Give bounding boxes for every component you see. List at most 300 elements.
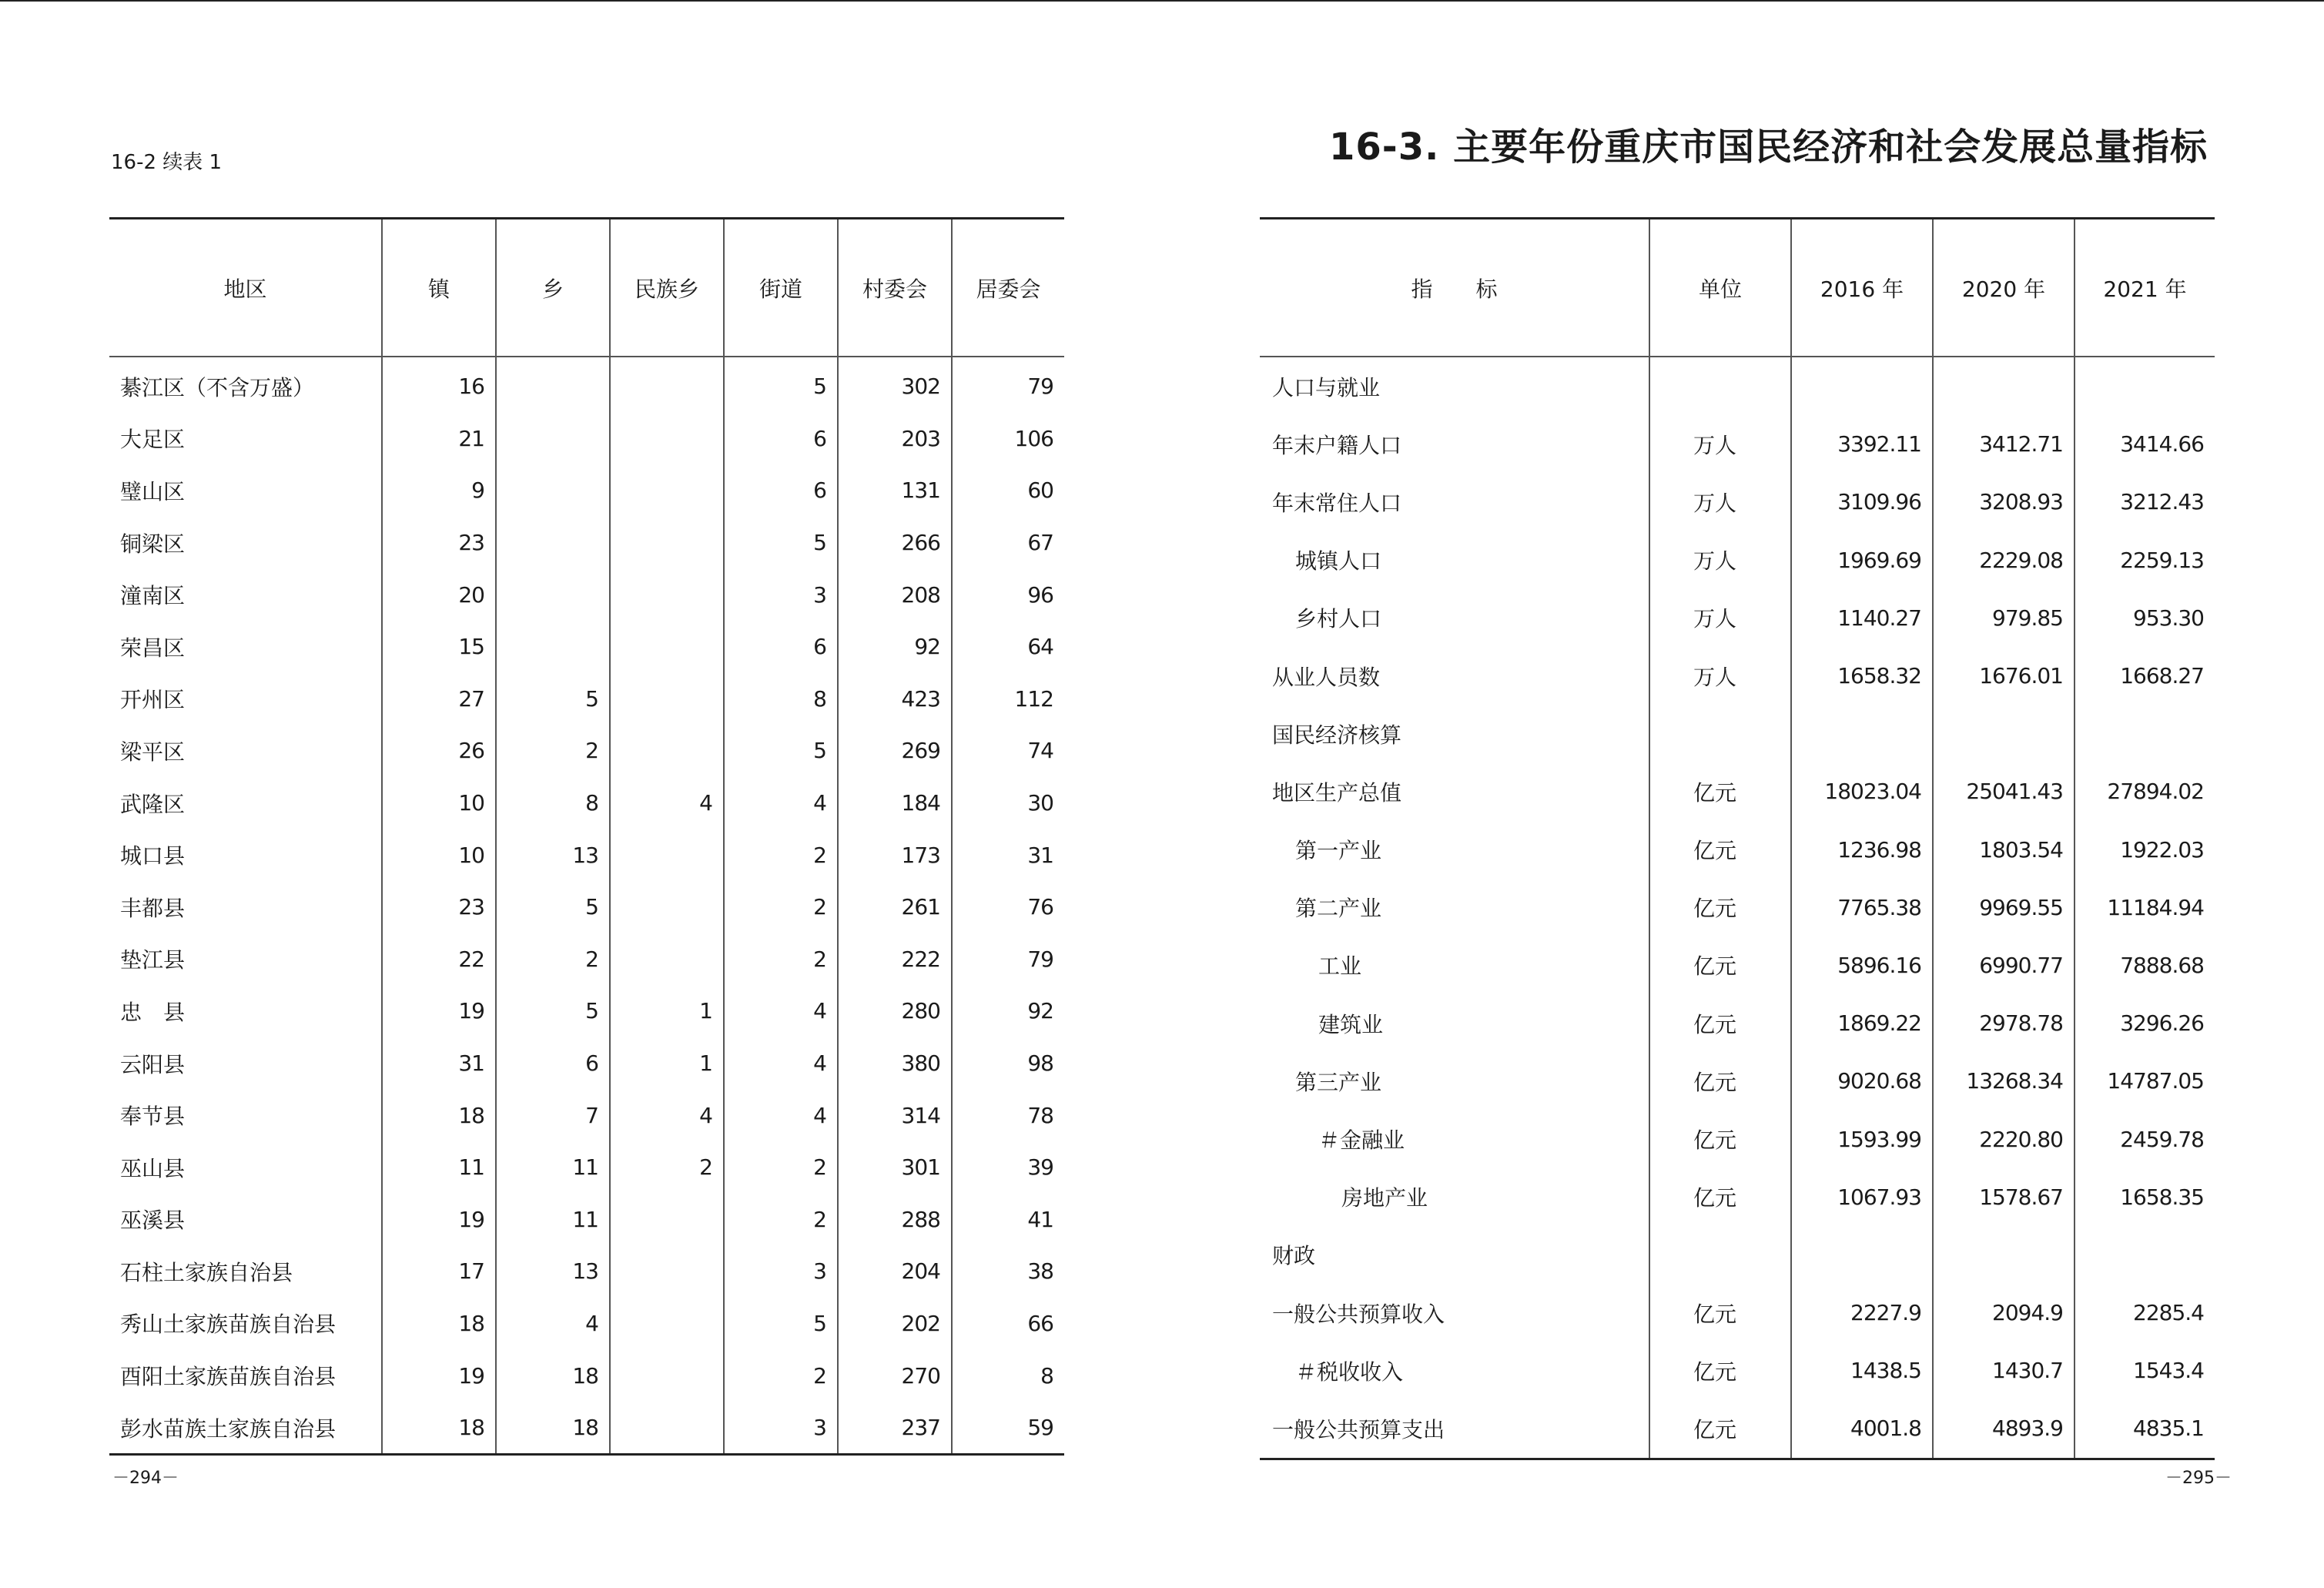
- cell-ethnic-township: 1: [610, 1037, 724, 1090]
- cell-town: 20: [382, 568, 496, 621]
- cell-2020: 25041.43: [1933, 762, 2075, 820]
- cell-indicator-name: 年末户籍人口: [1272, 432, 1402, 458]
- cell-resident-committee: 8: [952, 1349, 1064, 1402]
- column-header-township: 乡: [496, 219, 610, 357]
- cell-2016: 5896.16: [1791, 936, 1933, 994]
- cell-ethnic-township: [610, 413, 724, 465]
- cell-ethnic-township: [610, 725, 724, 777]
- cell-region-name: 奉节县: [120, 1104, 186, 1130]
- cell-village-committee: 380: [838, 1037, 952, 1090]
- cell-2021: 1922.03: [2075, 821, 2215, 879]
- cell-resident-committee: 96: [952, 568, 1064, 621]
- cell-2021: 3212.43: [2075, 473, 2215, 531]
- cell-township: 5: [496, 673, 610, 725]
- cell-indicator-name: 乡村人口: [1295, 606, 1382, 632]
- cell-2020: [1933, 1226, 2075, 1284]
- cell-region-name: 大足区: [120, 427, 186, 453]
- cell-village-committee: 204: [838, 1245, 952, 1298]
- cell-township: 6: [496, 1037, 610, 1090]
- cell-resident-committee: 38: [952, 1245, 1064, 1298]
- cell-township: 13: [496, 1245, 610, 1298]
- cell-street: 6: [724, 413, 838, 465]
- cell-street: 2: [724, 1141, 838, 1194]
- cell-2016: 1140.27: [1791, 589, 1933, 647]
- table-row: [109, 464, 1064, 517]
- cell-unit: 万人: [1649, 647, 1791, 705]
- column-header-street: 街道: [724, 219, 838, 357]
- cell-region-name: 潼南区: [120, 583, 186, 609]
- cell-town: 18: [382, 1402, 496, 1455]
- cell-indicator-name: 国民经济核算: [1272, 722, 1402, 748]
- cell-indicator-name: 一般公共预算收入: [1272, 1301, 1445, 1327]
- cell-street: 3: [724, 1402, 838, 1455]
- table-row: [1260, 473, 2215, 531]
- table-row: [1260, 1052, 2215, 1110]
- cell-2016: 1969.69: [1791, 531, 1933, 589]
- cell-2016: [1791, 1226, 1933, 1284]
- cell-region-name: 梁平区: [120, 739, 186, 765]
- cell-resident-committee: 66: [952, 1298, 1064, 1350]
- cell-township: [496, 357, 610, 413]
- table-row: [1260, 1399, 2215, 1459]
- cell-2021: 3296.26: [2075, 994, 2215, 1052]
- cell-street: 3: [724, 568, 838, 621]
- cell-unit: 亿元: [1649, 762, 1791, 820]
- cell-indicator-name: ＃金融业: [1318, 1127, 1405, 1154]
- table-row: [109, 1349, 1064, 1402]
- cell-region-name: 丰都县: [120, 895, 186, 921]
- table-row: [1260, 994, 2215, 1052]
- cell-resident-committee: 79: [952, 933, 1064, 986]
- table-row: [109, 1402, 1064, 1455]
- cell-township: [496, 464, 610, 517]
- cell-2021: 4835.1: [2075, 1399, 2215, 1459]
- cell-unit: 万人: [1649, 473, 1791, 531]
- cell-town: 11: [382, 1141, 496, 1194]
- cell-2016: 18023.04: [1791, 762, 1933, 820]
- cell-street: 5: [724, 725, 838, 777]
- cell-ethnic-township: [610, 1245, 724, 1298]
- cell-street: 5: [724, 517, 838, 569]
- cell-resident-committee: 64: [952, 621, 1064, 673]
- cell-ethnic-township: [610, 1194, 724, 1246]
- table-row: [109, 357, 1064, 413]
- cell-unit: 万人: [1649, 589, 1791, 647]
- cell-village-committee: 270: [838, 1349, 952, 1402]
- cell-region-name: 忠 县: [120, 999, 186, 1025]
- table-row: [1260, 357, 2215, 415]
- column-header-ethnic-township: 民族乡: [610, 219, 724, 357]
- cell-region-name: 开州区: [120, 687, 186, 713]
- table-row: [109, 1298, 1064, 1350]
- column-header-unit: 单位: [1649, 219, 1791, 357]
- cell-2020: 1803.54: [1933, 821, 2075, 879]
- table-row: [109, 933, 1064, 986]
- cell-township: 18: [496, 1402, 610, 1455]
- cell-2016: 1067.93: [1791, 1168, 1933, 1226]
- cell-ethnic-township: [610, 464, 724, 517]
- cell-2016: 4001.8: [1791, 1399, 1933, 1459]
- cell-indicator-name: 城镇人口: [1295, 548, 1382, 575]
- cell-2021: 1543.4: [2075, 1342, 2215, 1399]
- cell-ethnic-township: 4: [610, 1089, 724, 1141]
- cell-region-name: 綦江区（不含万盛）: [120, 374, 315, 400]
- cell-2020: 1578.67: [1933, 1168, 2075, 1226]
- table-row: [1260, 936, 2215, 994]
- cell-region-name: 彭水苗族土家族自治县: [120, 1415, 337, 1442]
- cell-township: 8: [496, 777, 610, 829]
- cell-village-committee: 203: [838, 413, 952, 465]
- cell-2016: 1869.22: [1791, 994, 1933, 1052]
- cell-town: 19: [382, 1194, 496, 1246]
- cell-town: 16: [382, 357, 496, 413]
- column-header-2021: 2021 年: [2075, 219, 2215, 357]
- column-header-indicator: 指 标: [1260, 219, 1649, 357]
- cell-2020: 2229.08: [1933, 531, 2075, 589]
- table-row: [109, 568, 1064, 621]
- cell-2020: 2978.78: [1933, 994, 2075, 1052]
- table-row: [1260, 762, 2215, 820]
- cell-street: 5: [724, 357, 838, 413]
- top-border-line: [0, 0, 2324, 2]
- cell-2021: [2075, 357, 2215, 415]
- table-row: [109, 413, 1064, 465]
- table-caption: 16-2 续表 1: [111, 151, 223, 174]
- cell-region-name: 璧山区: [120, 478, 186, 504]
- cell-2021: 1658.35: [2075, 1168, 2215, 1226]
- cell-village-committee: 302: [838, 357, 952, 413]
- cell-resident-committee: 74: [952, 725, 1064, 777]
- table-row: [109, 1037, 1064, 1090]
- cell-village-committee: 280: [838, 985, 952, 1037]
- cell-indicator-name: 第一产业: [1295, 838, 1382, 864]
- cell-street: 2: [724, 829, 838, 881]
- table-row: [109, 1194, 1064, 1246]
- cell-unit: 亿元: [1649, 936, 1791, 994]
- table-row: [1260, 879, 2215, 936]
- cell-2020: 6990.77: [1933, 936, 2075, 994]
- cell-street: 6: [724, 621, 838, 673]
- cell-2021: 27894.02: [2075, 762, 2215, 820]
- cell-township: [496, 413, 610, 465]
- cell-2021: 953.30: [2075, 589, 2215, 647]
- cell-unit: 亿元: [1649, 879, 1791, 936]
- cell-village-committee: 269: [838, 725, 952, 777]
- district-table-body: [109, 357, 1064, 1455]
- cell-resident-committee: 92: [952, 985, 1064, 1037]
- cell-ethnic-township: [610, 621, 724, 673]
- cell-village-committee: 288: [838, 1194, 952, 1246]
- cell-street: 3: [724, 1245, 838, 1298]
- table-row: [109, 621, 1064, 673]
- cell-township: 5: [496, 985, 610, 1037]
- table-row: [109, 829, 1064, 881]
- cell-2016: 1658.32: [1791, 647, 1933, 705]
- cell-street: 8: [724, 673, 838, 725]
- cell-town: 17: [382, 1245, 496, 1298]
- cell-resident-committee: 79: [952, 357, 1064, 413]
- cell-street: 2: [724, 1194, 838, 1246]
- cell-2021: [2075, 1226, 2215, 1284]
- cell-2021: [2075, 705, 2215, 762]
- cell-street: 4: [724, 985, 838, 1037]
- cell-village-committee: 314: [838, 1089, 952, 1141]
- cell-ethnic-township: [610, 881, 724, 933]
- cell-indicator-name: 工业: [1318, 953, 1362, 980]
- cell-2016: [1791, 357, 1933, 415]
- cell-2020: 1430.7: [1933, 1342, 2075, 1399]
- cell-township: 2: [496, 933, 610, 986]
- table-row: [109, 1245, 1064, 1298]
- cell-2021: 2459.78: [2075, 1110, 2215, 1168]
- cell-village-committee: 423: [838, 673, 952, 725]
- cell-2020: [1933, 705, 2075, 762]
- cell-ethnic-township: 4: [610, 777, 724, 829]
- cell-resident-committee: 112: [952, 673, 1064, 725]
- cell-2021: 2259.13: [2075, 531, 2215, 589]
- cell-resident-committee: 30: [952, 777, 1064, 829]
- cell-ethnic-township: [610, 568, 724, 621]
- cell-town: 15: [382, 621, 496, 673]
- indicator-table: [1260, 217, 2215, 1460]
- cell-town: 18: [382, 1089, 496, 1141]
- cell-town: 9: [382, 464, 496, 517]
- cell-resident-committee: 98: [952, 1037, 1064, 1090]
- cell-indicator-name: 财政: [1272, 1243, 1316, 1269]
- table-row: [1260, 705, 2215, 762]
- cell-ethnic-township: [610, 517, 724, 569]
- district-table: [109, 217, 1064, 1456]
- cell-2021: 2285.4: [2075, 1284, 2215, 1342]
- cell-resident-committee: 59: [952, 1402, 1064, 1455]
- cell-region-name: 云阳县: [120, 1051, 186, 1077]
- column-header-2020: 2020 年: [1933, 219, 2075, 357]
- cell-2020: 979.85: [1933, 589, 2075, 647]
- cell-town: 10: [382, 829, 496, 881]
- cell-2016: 9020.68: [1791, 1052, 1933, 1110]
- cell-2020: [1933, 357, 2075, 415]
- cell-2020: 9969.55: [1933, 879, 2075, 936]
- table-row: [109, 517, 1064, 569]
- cell-village-committee: 184: [838, 777, 952, 829]
- cell-2021: 14787.05: [2075, 1052, 2215, 1110]
- cell-unit: 万人: [1649, 415, 1791, 473]
- cell-town: 19: [382, 1349, 496, 1402]
- cell-town: 10: [382, 777, 496, 829]
- cell-unit: 亿元: [1649, 1284, 1791, 1342]
- cell-2016: 2227.9: [1791, 1284, 1933, 1342]
- cell-street: 2: [724, 933, 838, 986]
- cell-township: 4: [496, 1298, 610, 1350]
- cell-2016: 3109.96: [1791, 473, 1933, 531]
- cell-indicator-name: 第二产业: [1295, 896, 1382, 922]
- cell-resident-committee: 67: [952, 517, 1064, 569]
- cell-unit: 亿元: [1649, 821, 1791, 879]
- table-row: [109, 725, 1064, 777]
- column-header-resident-committee: 居委会: [952, 219, 1064, 357]
- page-number-right: －295－: [2165, 1469, 2232, 1488]
- table-row: [1260, 1342, 2215, 1399]
- cell-village-committee: 237: [838, 1402, 952, 1455]
- cell-village-committee: 261: [838, 881, 952, 933]
- column-header-town: 镇: [382, 219, 496, 357]
- cell-indicator-name: 年末常住人口: [1272, 490, 1402, 516]
- cell-township: 5: [496, 881, 610, 933]
- cell-resident-committee: 41: [952, 1194, 1064, 1246]
- cell-region-name: 石柱土家族自治县: [120, 1259, 293, 1285]
- cell-ethnic-township: [610, 933, 724, 986]
- cell-unit: 亿元: [1649, 1110, 1791, 1168]
- cell-2016: 1593.99: [1791, 1110, 1933, 1168]
- cell-resident-committee: 39: [952, 1141, 1064, 1194]
- cell-ethnic-township: 1: [610, 985, 724, 1037]
- cell-street: 5: [724, 1298, 838, 1350]
- cell-indicator-name: ＃税收收入: [1295, 1359, 1404, 1385]
- table-row: [1260, 415, 2215, 473]
- cell-unit: [1649, 1226, 1791, 1284]
- cell-2020: 3412.71: [1933, 415, 2075, 473]
- cell-town: 27: [382, 673, 496, 725]
- cell-village-committee: 173: [838, 829, 952, 881]
- cell-2020: 4893.9: [1933, 1399, 2075, 1459]
- cell-ethnic-township: [610, 1298, 724, 1350]
- cell-town: 18: [382, 1298, 496, 1350]
- column-header-region: 地区: [109, 219, 382, 357]
- cell-region-name: 巫山县: [120, 1155, 186, 1181]
- cell-street: 2: [724, 1349, 838, 1402]
- cell-region-name: 铜梁区: [120, 531, 186, 557]
- cell-resident-committee: 60: [952, 464, 1064, 517]
- cell-street: 2: [724, 881, 838, 933]
- table-row: [109, 673, 1064, 725]
- cell-village-committee: 131: [838, 464, 952, 517]
- cell-township: 18: [496, 1349, 610, 1402]
- cell-2016: 1236.98: [1791, 821, 1933, 879]
- cell-2020: 13268.34: [1933, 1052, 2075, 1110]
- cell-region-name: 酉阳土家族苗族自治县: [120, 1364, 337, 1390]
- cell-region-name: 武隆区: [120, 791, 186, 817]
- cell-resident-committee: 106: [952, 413, 1064, 465]
- cell-indicator-name: 人口与就业: [1272, 374, 1381, 400]
- cell-unit: 亿元: [1649, 1342, 1791, 1399]
- cell-indicator-name: 地区生产总值: [1272, 779, 1402, 806]
- table-row: [1260, 1168, 2215, 1226]
- table-row: [1260, 821, 2215, 879]
- table-header-row: [109, 219, 1064, 357]
- cell-village-committee: 266: [838, 517, 952, 569]
- cell-unit: 万人: [1649, 531, 1791, 589]
- table-row: [1260, 589, 2215, 647]
- cell-region-name: 秀山土家族苗族自治县: [120, 1312, 337, 1338]
- cell-ethnic-township: [610, 673, 724, 725]
- cell-indicator-name: 一般公共预算支出: [1272, 1416, 1445, 1442]
- cell-ethnic-township: 2: [610, 1141, 724, 1194]
- column-header-2016: 2016 年: [1791, 219, 1933, 357]
- cell-indicator-name: 房地产业: [1341, 1185, 1428, 1211]
- cell-ethnic-township: [610, 1402, 724, 1455]
- cell-township: 11: [496, 1194, 610, 1246]
- cell-town: 26: [382, 725, 496, 777]
- cell-town: 31: [382, 1037, 496, 1090]
- table-row: [1260, 1110, 2215, 1168]
- cell-unit: [1649, 705, 1791, 762]
- cell-2020: 2094.9: [1933, 1284, 2075, 1342]
- cell-2016: [1791, 705, 1933, 762]
- indicator-table-body: [1260, 357, 2215, 1459]
- cell-2016: 1438.5: [1791, 1342, 1933, 1399]
- cell-township: [496, 517, 610, 569]
- page-title: 16-3. 主要年份重庆市国民经济和社会发展总量指标: [1329, 126, 2208, 169]
- cell-2020: 3208.93: [1933, 473, 2075, 531]
- column-header-village-committee: 村委会: [838, 219, 952, 357]
- cell-town: 21: [382, 413, 496, 465]
- cell-2016: 3392.11: [1791, 415, 1933, 473]
- cell-township: 11: [496, 1141, 610, 1194]
- cell-resident-committee: 78: [952, 1089, 1064, 1141]
- cell-street: 6: [724, 464, 838, 517]
- cell-village-committee: 92: [838, 621, 952, 673]
- cell-township: 7: [496, 1089, 610, 1141]
- cell-town: 22: [382, 933, 496, 986]
- cell-town: 23: [382, 517, 496, 569]
- cell-town: 19: [382, 985, 496, 1037]
- table-row: [109, 777, 1064, 829]
- cell-region-name: 城口县: [120, 843, 186, 869]
- cell-township: [496, 568, 610, 621]
- cell-region-name: 巫溪县: [120, 1208, 186, 1234]
- cell-unit: 亿元: [1649, 994, 1791, 1052]
- cell-street: 4: [724, 1037, 838, 1090]
- cell-2021: 7888.68: [2075, 936, 2215, 994]
- table-row: [109, 881, 1064, 933]
- table-header-row: [1260, 219, 2215, 357]
- cell-ethnic-township: [610, 1349, 724, 1402]
- cell-2021: 1668.27: [2075, 647, 2215, 705]
- cell-indicator-name: 从业人员数: [1272, 664, 1381, 690]
- cell-street: 4: [724, 777, 838, 829]
- cell-township: 2: [496, 725, 610, 777]
- cell-ethnic-township: [610, 357, 724, 413]
- table-row: [1260, 531, 2215, 589]
- cell-town: 23: [382, 881, 496, 933]
- cell-township: [496, 621, 610, 673]
- cell-village-committee: 301: [838, 1141, 952, 1194]
- table-row: [109, 1089, 1064, 1141]
- cell-unit: 亿元: [1649, 1052, 1791, 1110]
- cell-indicator-name: 第三产业: [1295, 1069, 1382, 1095]
- table-row: [109, 985, 1064, 1037]
- cell-indicator-name: 建筑业: [1318, 1011, 1384, 1037]
- cell-resident-committee: 31: [952, 829, 1064, 881]
- cell-resident-committee: 76: [952, 881, 1064, 933]
- table-row: [109, 1141, 1064, 1194]
- cell-2016: 7765.38: [1791, 879, 1933, 936]
- cell-unit: 亿元: [1649, 1168, 1791, 1226]
- cell-street: 4: [724, 1089, 838, 1141]
- cell-2021: 3414.66: [2075, 415, 2215, 473]
- cell-village-committee: 222: [838, 933, 952, 986]
- cell-township: 13: [496, 829, 610, 881]
- cell-2020: 2220.80: [1933, 1110, 2075, 1168]
- cell-ethnic-township: [610, 829, 724, 881]
- cell-region-name: 垫江县: [120, 947, 186, 973]
- cell-unit: 亿元: [1649, 1399, 1791, 1459]
- cell-village-committee: 202: [838, 1298, 952, 1350]
- cell-unit: [1649, 357, 1791, 415]
- cell-region-name: 荣昌区: [120, 635, 186, 661]
- cell-2020: 1676.01: [1933, 647, 2075, 705]
- cell-2021: 11184.94: [2075, 879, 2215, 936]
